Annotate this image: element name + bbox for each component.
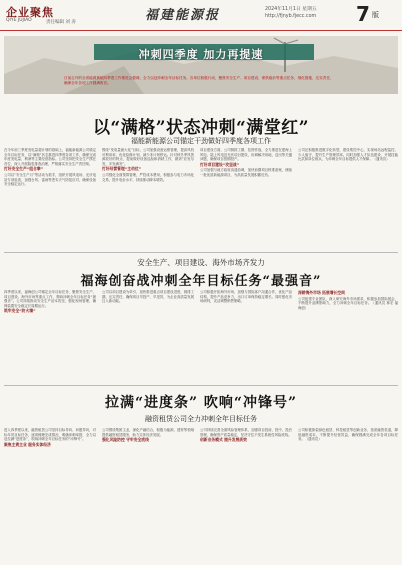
page-label: 版 [372, 11, 379, 19]
article3-col3-text: 公司持续完善全面风险管理体系，加强项目投前、投中、投后管理，确保资产质量稳定，坚决守住不发生系统性风险底线。 [200, 428, 292, 437]
newspaper-logo: 福建能源报 [145, 8, 221, 23]
article2-column-3 [200, 290, 292, 380]
article2-col4-section: 深耕海外市场 拓展增长空间 [298, 290, 345, 295]
article1-column-3 [200, 148, 292, 246]
article3-col4-text: 公司积极探索绿色租赁、科技租赁等创新业务，拓宽融资渠道，降低融资成本，不断提升经营效益，确保圆满完成全年各项目标任务。（通讯员） [298, 428, 398, 442]
article3-col2-section: 强化风险防控 守牢安全底线 [102, 437, 149, 443]
article1-headline: 以“满格”状态冲刺“满堂红” [92, 118, 310, 138]
article1-col2-section: 打好经营管理“主动仗” [102, 166, 142, 172]
website-url[interactable]: http://fjnyb.fjecc.com [265, 14, 317, 19]
article3-col3-section: 创新业务模式 提升发展质效 [200, 437, 247, 443]
article2-headline: 福海创奋战冲刺全年目标任务“最强音” [80, 274, 322, 289]
section-title-en: QIYE JUJIAO [6, 18, 32, 23]
masthead [0, 0, 402, 31]
article1-col3-text: 项目建设方面，公司倒排工期、挂图作战，全力推进在建海上风电、陆上风电及光伏项目建设，协调解决用地、送出等关键问题，确保项目按期投产。 [200, 148, 292, 162]
feature-title: 冲刺四季度 加力再提速 [138, 48, 264, 61]
article1-column-4 [298, 148, 398, 246]
section-divider-1 [4, 252, 398, 253]
feature-lead: 日前召开的全省能源系统四季度工作推进会强调，全力以赴冲刺全年目标任务。各单位积极行动，聚焦安全生产、项目建设、保供稳价等重点任务，细化措施、压实责任，确保全年各项工作圆满收官。 [64, 76, 334, 85]
issue-date: 2024年11月1日 星期五 [265, 7, 317, 12]
article2-col1-section: 筑牢安全“防火墙” [4, 308, 36, 314]
article2-col2-text: 公司以项目建设为牵引，加快推进重点项目建设进度，倒排工期、压实责任，确保项目早投产、早见效，为企业高质量发展注入新动能。 [102, 290, 194, 304]
article1-column-1 [4, 148, 96, 246]
article2-column-2 [102, 290, 194, 380]
article2-col4-text: 公司组建专业团队，深入研究海外市场需求，积极参加国际展会，不断提升品牌影响力，全力冲刺全年目标任务。（通讯员 林宏 福海创） [298, 296, 398, 310]
article1-col3-section: 打好项目建设“攻坚战” [200, 161, 240, 167]
article2-col1-text: 四季度以来，福海创公司锚定全年目标任务，聚焦安全生产、项目建设、海外市场等重点工作，奏响冲刺全年目标任务“最强音”。公司持续推动安全生产治本攻坚，强化现场管理，确保装置安全稳定长周期运行。 [4, 290, 96, 308]
article1-col2b-text: 公司强化全面预算管理，严控成本费用，积极参与电力市场化交易，提升电价水平，持续推动降本增效。 [102, 172, 194, 182]
article2-col3-text: 公司积极开拓海外市场，加强与国际客户沟通合作，优化产品结构，提升产品竞争力，出口订单保持稳定增长。同时强化市场研判，灵活调整销售策略。 [200, 290, 292, 304]
article1-col3b-text: 公司加强与地方政府沟通协调，加快前期项目核准备案，储备一批优质新能源项目，为高质量发展积蓄后劲。 [200, 168, 292, 177]
article2-column-4 [298, 290, 398, 380]
article2-kicker: 安全生产、项目建设、海外市场齐发力 [137, 258, 265, 267]
article1-col1-section: 打好安全生产“组合拳” [4, 166, 44, 172]
section-title: 企业聚焦 [6, 6, 54, 19]
article1-col2-text: 围绕“发电量最大化”目标，公司加强设备运维管理，提高风机可利用率，优化检修计划，减少非计划停运。针对秋冬季风资源较好的特点，提前做好设备巡检和消缺工作，做到“应发尽发、多发满发”。 [102, 148, 194, 166]
article1-col4-text: 公司还积极推进数字化转型，建设集控中心，实现场站远程监控、少人值守，提升生产管理效率。同时加强人才队伍建设，开展技能比武和岗位练兵，为冲刺全年目标提供人才保障。（通讯员） [298, 148, 398, 162]
article3-col1-section: 聚焦主责主业 服务实体经济 [4, 441, 51, 447]
section-divider-2 [4, 385, 398, 386]
article3-headline: 拉满“进度条” 吹响“冲锋号” [104, 395, 298, 411]
article3-column-2 [102, 428, 194, 560]
article3-subhead: 融资租赁公司全力冲刺全年目标任务 [145, 415, 257, 423]
article1-col1-text: 在今年前三季度发电量超计划的基础上，福能新能源公司锚定全年目标任务，以“满格”状态推进四季度各项工作，确保完成年度发电量、利润等主要经营指标。公司坚持把安全生产摆在首位，深入开展隐患排查治理，严格落实安全生产责任制。 [4, 148, 96, 166]
article1-column-2 [102, 148, 194, 246]
article1-subhead: 福能新能源公司锚定干劲做好四季度各项工作 [131, 137, 271, 145]
article3-column-1 [4, 428, 96, 560]
article2-column-1 [4, 290, 96, 380]
article3-column-4 [298, 428, 398, 560]
editor-credit: 责任编辑 刘 涛 [46, 20, 76, 25]
article3-col2-text: 公司围绕集团主业，深化产融结合，积极为能源、建材等领域提供融资租赁服务，助力实体经济发展。 [102, 428, 194, 437]
feature-banner [4, 36, 398, 94]
article3-col1-text: 进入四季度以来，融资租赁公司坚持目标导向、问题导向，对标年初目标任务，逐项梳理完成情况，明确冲刺举措，全力以赴拉满“进度条”，吹响冲刺全年目标任务的“冲锋号”。 [4, 428, 96, 442]
article1-col1b-text: 公司以“安全生产月”等活动为抓手，组织开展风电场、光伏电站专项检查，加强台风、雷雨等恶劣天气防范应对，确保设备安全稳定运行。 [4, 172, 96, 187]
article3-column-3 [200, 428, 292, 560]
page-number: 7 [356, 2, 370, 26]
